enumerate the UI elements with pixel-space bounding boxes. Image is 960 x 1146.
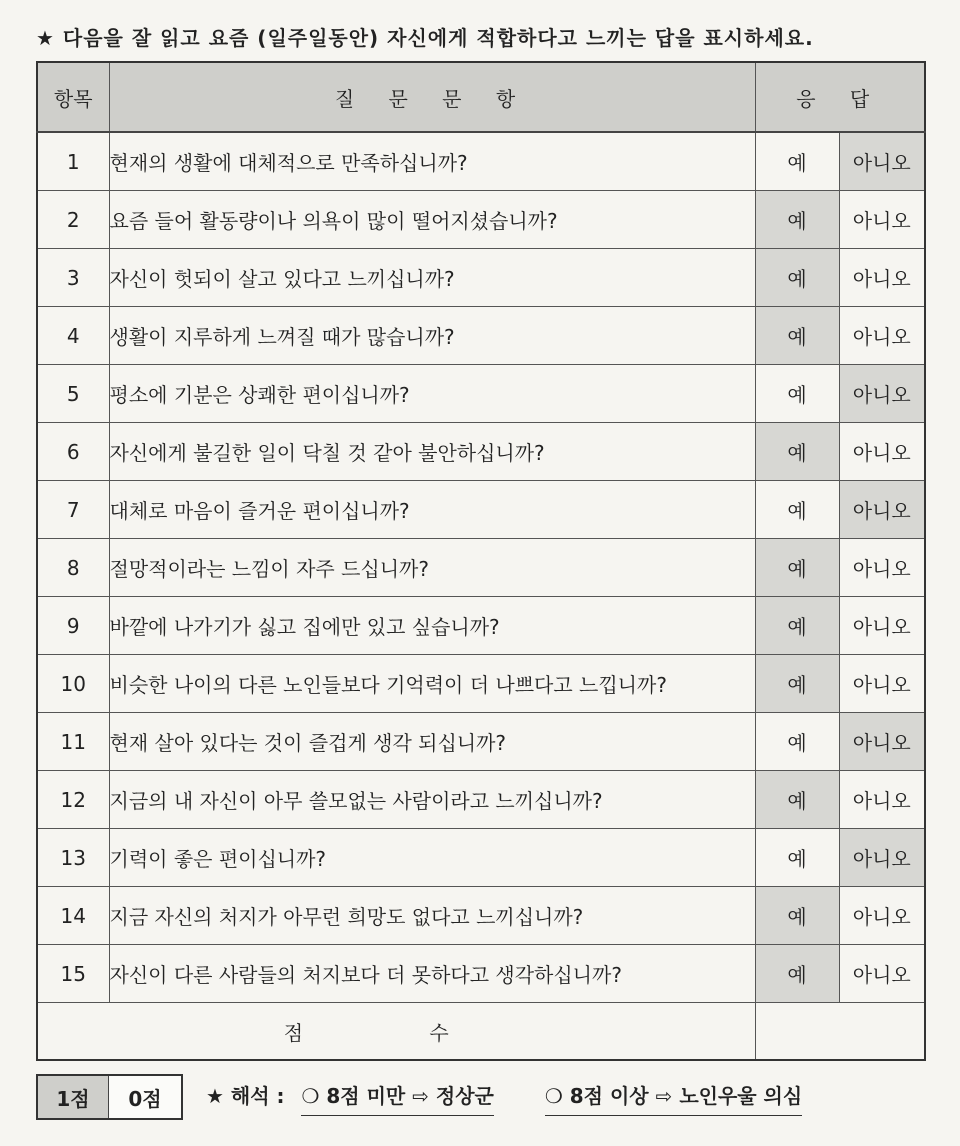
item-question: 기력이 좋은 편이십니까? xyxy=(109,829,755,887)
answer-yes[interactable]: 예 xyxy=(755,771,839,829)
item-number: 8 xyxy=(37,539,109,597)
table-header-row xyxy=(37,62,925,132)
legend-unscored: 0점 xyxy=(109,1076,181,1118)
item-number: 6 xyxy=(37,423,109,481)
table-row xyxy=(37,829,925,887)
answer-yes[interactable]: 예 xyxy=(755,365,839,423)
interpretation-normal: ❍ 8점 미만 ⇨ 정상군 xyxy=(301,1080,493,1116)
answer-no[interactable]: 아니오 xyxy=(839,365,925,423)
table-row xyxy=(37,945,925,1003)
item-number: 7 xyxy=(37,481,109,539)
item-question: 대체로 마음이 즐거운 편이십니까? xyxy=(109,481,755,539)
item-number: 2 xyxy=(37,191,109,249)
table-row xyxy=(37,655,925,713)
answer-no[interactable]: 아니오 xyxy=(839,829,925,887)
item-question: 비슷한 나이의 다른 노인들보다 기억력이 더 나쁘다고 느낍니까? xyxy=(109,655,755,713)
table-row xyxy=(37,132,925,191)
item-number: 4 xyxy=(37,307,109,365)
answer-yes[interactable]: 예 xyxy=(755,829,839,887)
item-number: 9 xyxy=(37,597,109,655)
answer-yes[interactable]: 예 xyxy=(755,945,839,1003)
item-number: 13 xyxy=(37,829,109,887)
answer-yes[interactable]: 예 xyxy=(755,597,839,655)
item-number: 14 xyxy=(37,887,109,945)
answer-yes[interactable]: 예 xyxy=(755,132,839,191)
answer-no[interactable]: 아니오 xyxy=(839,713,925,771)
table-row xyxy=(37,191,925,249)
item-question: 지금 자신의 처지가 아무런 희망도 없다고 느끼십니까? xyxy=(109,887,755,945)
answer-yes[interactable]: 예 xyxy=(755,249,839,307)
arrow-right-icon: ⇨ xyxy=(655,1084,673,1108)
header-question: 질 문 문 항 xyxy=(109,62,755,132)
circle-icon: ❍ xyxy=(544,1084,563,1108)
interpretation-label: ★ 해석 : xyxy=(206,1084,285,1108)
item-question: 현재 살아 있다는 것이 즐겁게 생각 되십니까? xyxy=(109,713,755,771)
item-question: 절망적이라는 느낌이 자주 드십니까? xyxy=(109,539,755,597)
item-number: 5 xyxy=(37,365,109,423)
item-question: 자신에게 불길한 일이 닥칠 것 같아 불안하십니까? xyxy=(109,423,755,481)
depression-scale-table xyxy=(36,61,926,1061)
table-row xyxy=(37,597,925,655)
score-label: 점 수 xyxy=(37,1003,755,1061)
item-number: 10 xyxy=(37,655,109,713)
table-row xyxy=(37,713,925,771)
table-row xyxy=(37,249,925,307)
answer-yes[interactable]: 예 xyxy=(755,887,839,945)
answer-no[interactable]: 아니오 xyxy=(839,539,925,597)
table-row xyxy=(37,539,925,597)
answer-no[interactable]: 아니오 xyxy=(839,771,925,829)
item-question: 자신이 헛되이 살고 있다고 느끼십니까? xyxy=(109,249,755,307)
table-row xyxy=(37,771,925,829)
item-question: 자신이 다른 사람들의 처지보다 더 못하다고 생각하십니까? xyxy=(109,945,755,1003)
answer-no[interactable]: 아니오 xyxy=(839,945,925,1003)
item-number: 11 xyxy=(37,713,109,771)
answer-no[interactable]: 아니오 xyxy=(839,307,925,365)
answer-no[interactable]: 아니오 xyxy=(839,655,925,713)
answer-yes[interactable]: 예 xyxy=(755,713,839,771)
answer-no[interactable]: 아니오 xyxy=(839,191,925,249)
item-question: 바깥에 나가기가 싫고 집에만 있고 싶습니까? xyxy=(109,597,755,655)
table-row xyxy=(37,887,925,945)
answer-no[interactable]: 아니오 xyxy=(839,423,925,481)
item-question: 요즘 들어 활동량이나 의욕이 많이 떨어지셨습니까? xyxy=(109,191,755,249)
answer-yes[interactable]: 예 xyxy=(755,655,839,713)
header-response: 응 답 xyxy=(755,62,925,132)
table-row xyxy=(37,365,925,423)
answer-yes[interactable]: 예 xyxy=(755,481,839,539)
score-legend xyxy=(36,1074,183,1120)
table-row xyxy=(37,481,925,539)
item-number: 3 xyxy=(37,249,109,307)
answer-yes[interactable]: 예 xyxy=(755,191,839,249)
answer-no[interactable]: 아니오 xyxy=(839,597,925,655)
interpretation xyxy=(206,1080,802,1116)
item-number: 1 xyxy=(37,132,109,191)
legend-scored: 1점 xyxy=(38,1076,109,1118)
item-question: 평소에 기분은 상쾌한 편이십니까? xyxy=(109,365,755,423)
answer-no[interactable]: 아니오 xyxy=(839,481,925,539)
item-question: 지금의 내 자신이 아무 쓸모없는 사람이라고 느끼십니까? xyxy=(109,771,755,829)
item-number: 15 xyxy=(37,945,109,1003)
score-row xyxy=(37,1003,925,1061)
answer-yes[interactable]: 예 xyxy=(755,307,839,365)
circle-icon: ❍ xyxy=(301,1084,320,1108)
answer-no[interactable]: 아니오 xyxy=(839,132,925,191)
item-question: 생활이 지루하게 느껴질 때가 많습니까? xyxy=(109,307,755,365)
item-question: 현재의 생활에 대체적으로 만족하십니까? xyxy=(109,132,755,191)
answer-no[interactable]: 아니오 xyxy=(839,249,925,307)
answer-yes[interactable]: 예 xyxy=(755,423,839,481)
header-number: 항목 xyxy=(37,62,109,132)
arrow-right-icon: ⇨ xyxy=(412,1084,429,1108)
interpretation-suspect: ❍ 8점 이상 ⇨ 노인우울 의심 xyxy=(545,1080,802,1116)
item-number: 12 xyxy=(37,771,109,829)
instruction-text: ★ 다음을 잘 읽고 요즘 (일주일동안) 자신에게 적합하다고 느끼는 답을 표시하세요. xyxy=(36,26,814,50)
score-input-cell[interactable] xyxy=(755,1003,925,1061)
table-row xyxy=(37,307,925,365)
answer-yes[interactable]: 예 xyxy=(755,539,839,597)
answer-no[interactable]: 아니오 xyxy=(839,887,925,945)
table-row xyxy=(37,423,925,481)
